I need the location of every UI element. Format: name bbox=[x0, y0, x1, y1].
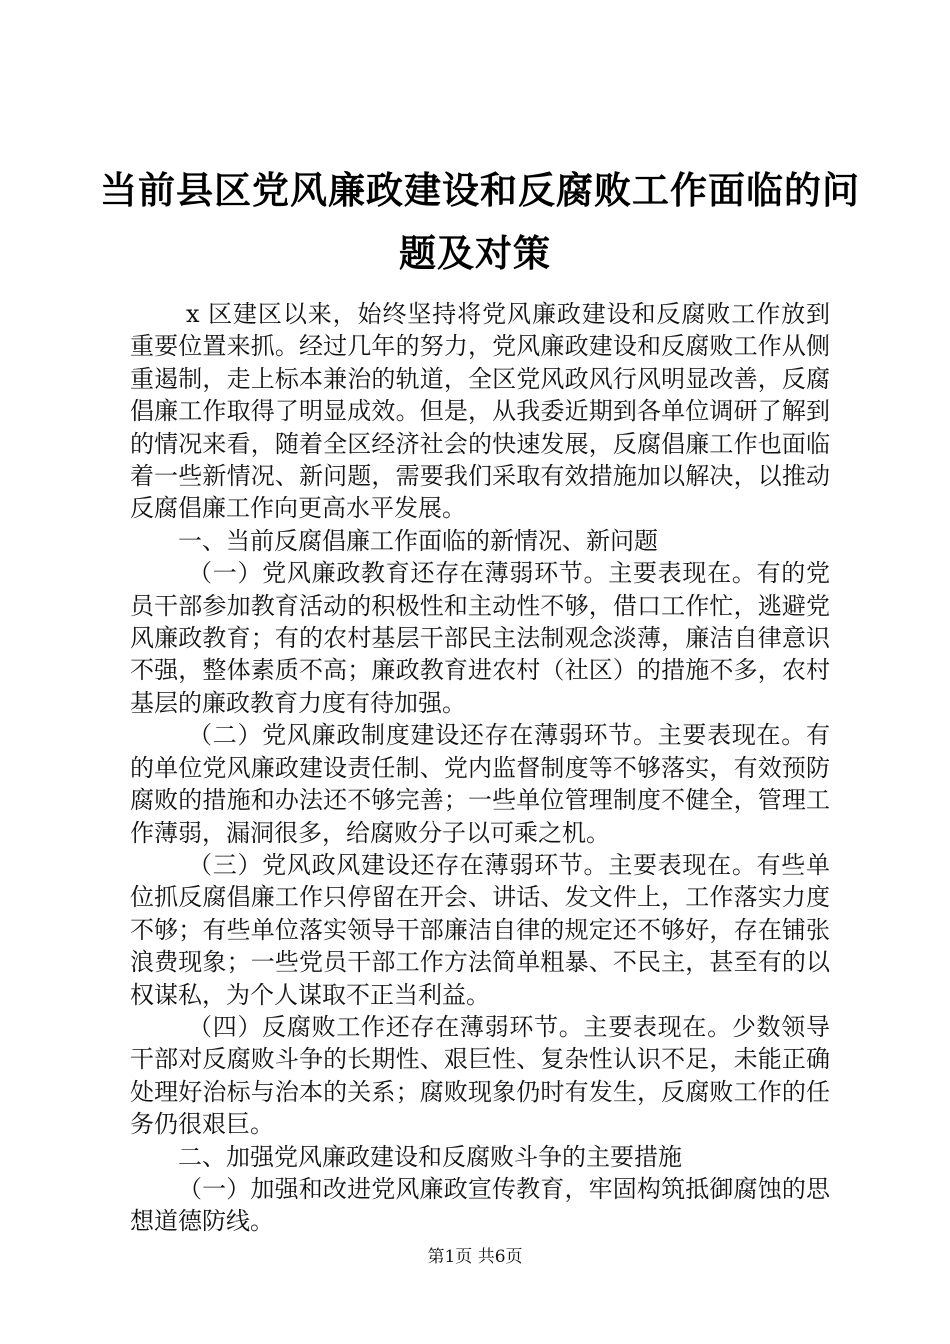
document-title-line-2: 题及对策 bbox=[399, 232, 551, 275]
section-heading-1: 一、当前反腐倡廉工作面临的新情况、新问题 bbox=[178, 526, 658, 555]
section-heading-2: 二、加强党风廉政建设和反腐败斗争的主要措施 bbox=[178, 1142, 682, 1171]
subsection-paragraph-5: （一）加强和改进党风廉政宣传教育，牢固构筑抵御腐蚀的思想道德防线。 bbox=[130, 1174, 830, 1236]
subsection-paragraph-2: （二）党风廉政制度建设还存在薄弱环节。主要表现在。有的单位党风廉政建设责任制、党内监督制度等不够落实，有效预防腐败的措施和办法还不够完善；一些单位管理制度不健全，管理工作薄弱，漏洞很多，给腐败分子以可乘之机。 bbox=[130, 721, 830, 847]
document-body bbox=[130, 298, 830, 1238]
subsection-paragraph-1: （一）党风廉政教育还存在薄弱环节。主要表现在。有的党员干部参加教育活动的积极性和主动性不够，借口工作忙，逃避党风廉政教育；有的农村基层干部民主法制观念淡薄，廉洁自律意识不强，整体素质不高；廉政教育进农村（社区）的措施不多，农村基层的廉政教育力度有待加强。 bbox=[130, 559, 830, 717]
intro-paragraph: x 区建区以来，始终坚持将党风廉政建设和反腐败工作放到重要位置来抓。经过几年的努力，党风廉政建设和反腐败工作从侧重遏制，走上标本兼治的轨道，全区党风政风行风明显改善，反腐倡廉工作取得了明显成效。但是，从我委近期到各单位调研了解到的情况来看，随着全区经济社会的快速发展，反腐倡廉工作也面临着一些新情况、新问题，需要我们采取有效措施加以解决，以推动反腐倡廉工作向更高水平发展。 bbox=[130, 300, 830, 523]
subsection-paragraph-4: （四）反腐败工作还存在薄弱环节。主要表现在。少数领导干部对反腐败斗争的长期性、艰巨性、复杂性认识不足，未能正确处理好治标与治本的关系；腐败现象仍时有发生，反腐败工作的任务仍很艰巨。 bbox=[130, 1012, 830, 1139]
page-footer: 第1页 共6页 bbox=[427, 1247, 523, 1267]
subsection-paragraph-3: （三）党风政风建设还存在薄弱环节。主要表现在。有些单位抓反腐倡廉工作只停留在开会、讲话、发文件上，工作落实力度不够；有些单位落实领导干部廉洁自律的规定还不够好，存在铺张浪费现象；一些党员干部工作方法简单粗暴、不民主，甚至有的以权谋私，为个人谋取不正当利益。 bbox=[130, 850, 830, 1009]
document-title-line-1: 当前县区党风廉政建设和反腐败工作面临的问 bbox=[100, 169, 860, 212]
